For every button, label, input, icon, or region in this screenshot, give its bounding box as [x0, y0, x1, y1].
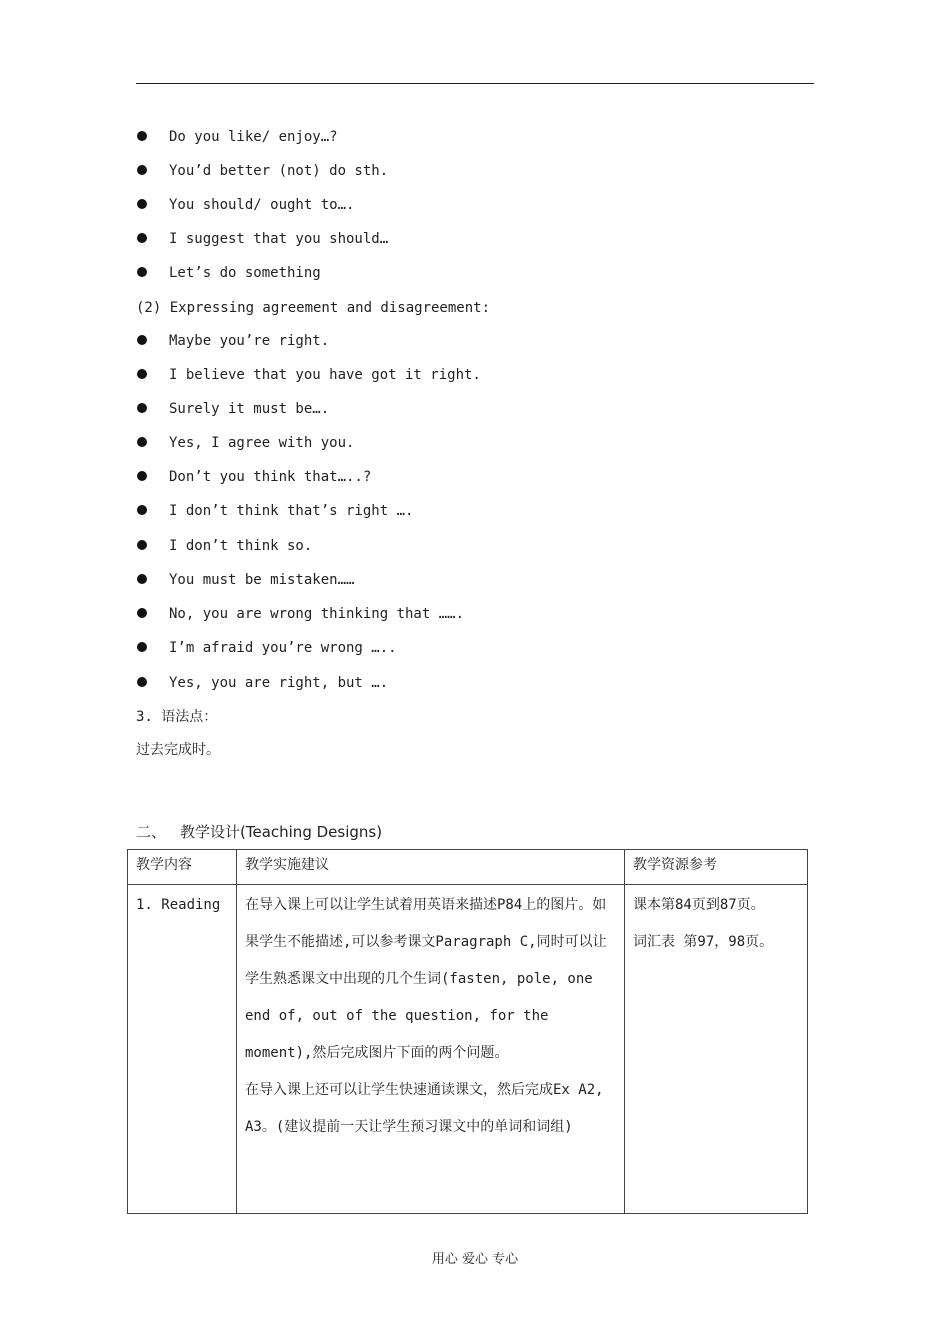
bullet-dot [137, 233, 147, 243]
bullet-dot [137, 131, 147, 141]
bullet-dot [137, 165, 147, 175]
list-item: I suggest that you should… [169, 231, 389, 247]
list-item: You should/ ought to…. [169, 197, 355, 213]
bullet-dot [137, 437, 147, 447]
bullet-dot [137, 471, 147, 481]
section-heading [136, 822, 382, 842]
bullet-dot [137, 369, 147, 379]
list-item: Yes, you are right, but …. [169, 675, 389, 691]
list-item: I don’t think so. [169, 538, 313, 554]
list-item: Don’t you think that…..? [169, 469, 372, 485]
bullet-dot [137, 574, 147, 584]
page-footer: 用心 爱心 专心 [431, 1252, 519, 1267]
list-item: I believe that you have got it right. [169, 367, 481, 383]
list-item: No, you are wrong thinking that ……. [169, 606, 465, 622]
header-rule [136, 83, 814, 84]
grammar-label: 3. 语法点： [136, 709, 218, 725]
bullet-dot [137, 335, 147, 345]
section-label: (2) Expressing agreement and disagreement: [136, 300, 491, 316]
list-item: I’m afraid you’re wrong ….. [169, 640, 397, 656]
section-number: 二、 [136, 823, 167, 841]
cell-suggestion: 在导入课上可以让学生试着用英语来描述P84上的图片。如果学生不能描述,可以参考课文Paragraph C,同时可以让学生熟悉课文中出现的几个生词(fasten, pole, one end of, out of the question, for the moment),然后完成图片下面的两个问题。 在导入课上还可以让学生快速通读课文，然后完成Ex A2, A3。(建议提前一天让学生预习课文中的单词和词组) [237, 885, 625, 1214]
table-row [128, 885, 808, 1214]
list-item: Do you like/ enjoy…? [169, 129, 338, 145]
header-cell-suggestion: 教学实施建议 [237, 850, 625, 885]
list-item: Surely it must be…. [169, 401, 330, 417]
section-title: 教学设计(Teaching Designs) [180, 823, 383, 841]
bullet-dot [137, 608, 147, 618]
list-item: Let’s do something [169, 265, 321, 281]
grammar-text: 过去完成时。 [136, 742, 220, 758]
bullet-dot [137, 642, 147, 652]
list-item: Yes, I agree with you. [169, 435, 355, 451]
list-item: You’d better (not) do sth. [169, 163, 389, 179]
header-cell-content: 教学内容 [128, 850, 237, 885]
cell-content: 1. Reading [128, 885, 237, 1214]
list-item: I don’t think that’s right …. [169, 503, 414, 519]
bullet-dot [137, 505, 147, 515]
cell-resources: 课本第84页到87页。 词汇表 第97，98页。 [625, 885, 808, 1214]
header-cell-resources: 教学资源参考 [625, 850, 808, 885]
bullet-dot [137, 677, 147, 687]
bullet-dot [137, 403, 147, 413]
table-header-row [128, 850, 808, 885]
bullet-dot [137, 199, 147, 209]
bullet-dot [137, 540, 147, 550]
bullet-dot [137, 267, 147, 277]
list-item: Maybe you’re right. [169, 333, 330, 349]
teaching-design-table [127, 849, 808, 1214]
list-item: You must be mistaken…… [169, 572, 355, 588]
